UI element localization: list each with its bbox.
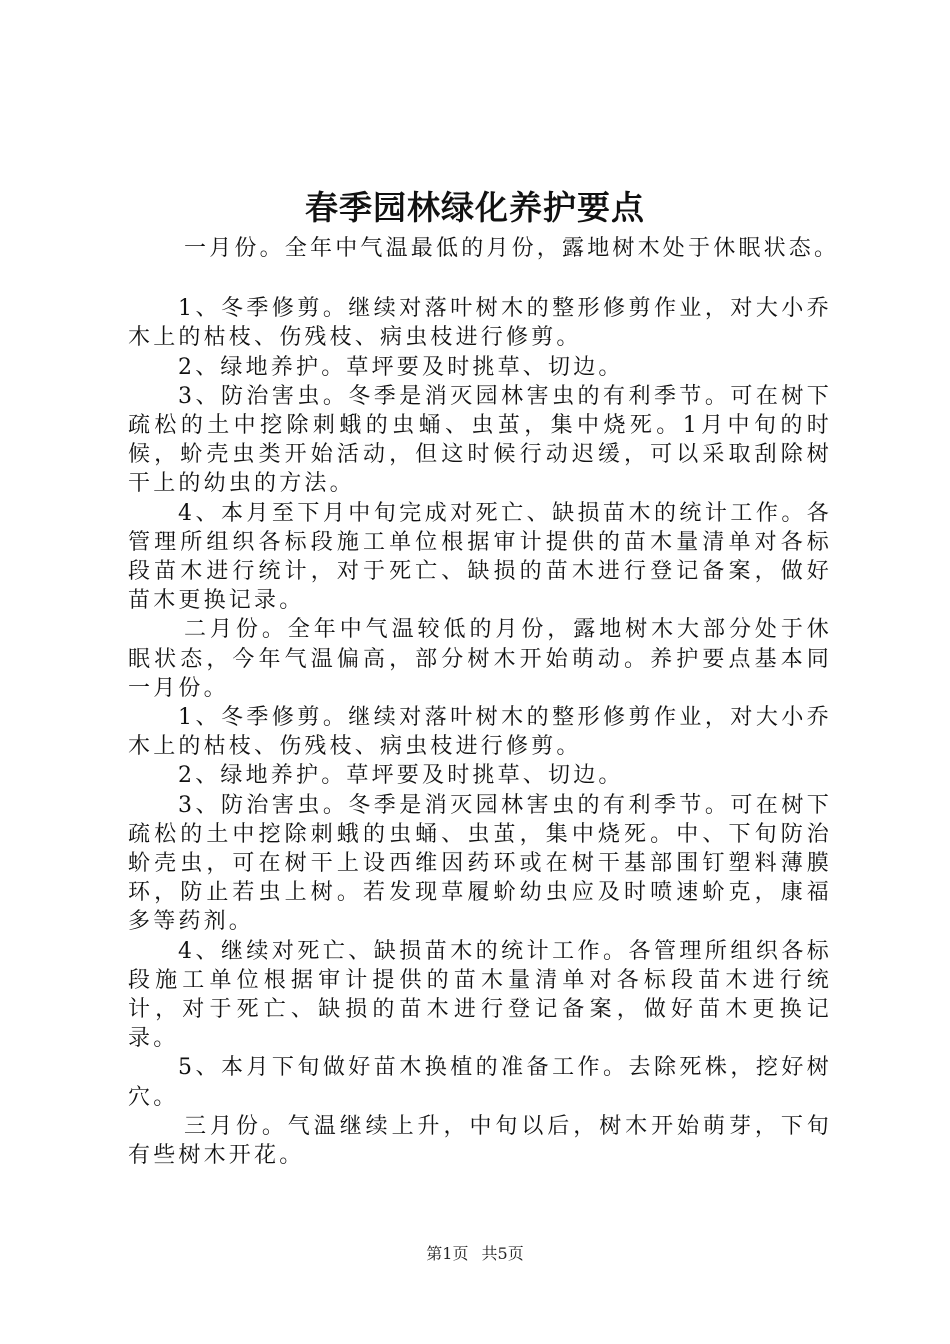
paragraph-jan-item-1: 1、冬季修剪。继续对落叶树木的整形修剪作业，对大小乔木上的枯枝、伤残枝、病虫枝进行修剪。	[128, 296, 832, 351]
document-body	[128, 234, 840, 1170]
paragraph-feb-item-5: 5、本月下旬做好苗木换植的准备工作。去除死株，挖好树穴。	[128, 1055, 832, 1110]
paragraph-march-intro: 三月份。气温继续上升，中旬以后，树木开始萌芽，下旬有些树木开花。	[128, 1113, 832, 1169]
page-footer	[0, 1244, 950, 1264]
paragraph-jan-item-3: 3、防治害虫。冬季是消灭园林害虫的有利季节。可在树下疏松的土中挖除刺蛾的虫蛹、虫茧，集中烧死。1月中旬的时候，蚧壳虫类开始活动，但这时候行动迟缓，可以采取刮除树干上的幼虫的方法。	[128, 383, 832, 497]
paragraph-jan-item-4: 4、本月至下月中旬完成对死亡、缺损苗木的统计工作。各管理所组织各标段施工单位根据审计提供的苗木量清单对各标段苗木进行统计，对于死亡、缺损的苗木进行登记备案，做好苗木更换记录。	[128, 500, 832, 614]
page-total: 共5页	[481, 1244, 524, 1263]
paragraph-january-intro: 一月份。全年中气温最低的月份，露地树木处于休眠状态。	[184, 236, 840, 261]
paragraph-feb-item-3: 3、防治害虫。冬季是消灭园林害虫的有利季节。可在树下疏松的土中挖除刺蛾的虫蛹、虫茧，集中烧死。中、下旬防治蚧壳虫，可在树干上设西维因药环或在树干基部围钉塑料薄膜环，防止若虫上树。若发现草履蚧幼虫应及时喷速蚧克，康福多等药剂。	[128, 792, 832, 935]
paragraph-spacer	[128, 263, 832, 294]
paragraph-feb-item-4: 4、继续对死亡、缺损苗木的统计工作。各管理所组织各标段施工单位根据审计提供的苗木量清单对各标段苗木进行统计，对于死亡、缺损的苗木进行登记备案，做好苗木更换记录。	[128, 938, 832, 1052]
paragraph-february-intro: 二月份。全年中气温较低的月份，露地树木大部分处于休眠状态，今年气温偏高，部分树木开始萌动。养护要点基本同一月份。	[128, 617, 832, 701]
paragraph-feb-item-2: 2、绿地养护。草坪要及时挑草、切边。	[178, 763, 624, 789]
paragraph-feb-item-1: 1、冬季修剪。继续对落叶树木的整形修剪作业，对大小乔木上的枯枝、伤残枝、病虫枝进行修剪。	[128, 705, 832, 760]
paragraph-jan-item-2: 2、绿地养护。草坪要及时挑草、切边。	[178, 354, 624, 380]
page-number: 第1页	[426, 1244, 469, 1263]
document-title: 春季园林绿化养护要点	[305, 188, 645, 227]
